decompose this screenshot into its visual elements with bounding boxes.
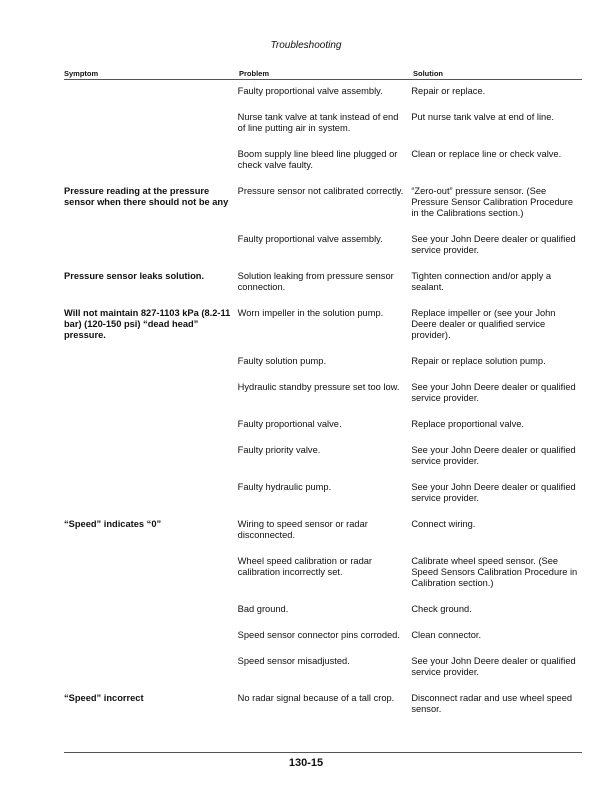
problem-cell: Faulty hydraulic pump.	[237, 482, 332, 492]
symptom-cell	[64, 604, 238, 615]
table-row	[64, 308, 584, 341]
page-header: Troubleshooting	[270, 40, 342, 51]
solution-cell: Repair or replace solution pump.	[411, 356, 546, 366]
symptom-cell: “Speed” indicates “0”	[64, 519, 162, 529]
problem-cell: Worn impeller in the solution pump.	[237, 308, 384, 318]
table-row	[64, 482, 584, 504]
column-header-symptom: Symptom	[64, 69, 99, 78]
symptom-cell	[64, 656, 238, 678]
symptom-cell	[64, 234, 238, 256]
footer-divider	[64, 752, 582, 753]
solution-cell: Put nurse tank valve at end of line.	[411, 112, 554, 122]
table-row	[64, 356, 584, 367]
symptom-cell	[64, 149, 238, 171]
symptom-cell	[64, 630, 238, 641]
problem-cell: Faulty solution pump.	[237, 356, 327, 366]
column-header-problem: Problem	[239, 69, 270, 78]
table-row	[64, 86, 584, 97]
table-row	[64, 419, 584, 430]
table-row	[64, 630, 584, 641]
column-header-solution: Solution	[413, 69, 443, 78]
troubleshooting-table	[64, 86, 584, 715]
symptom-cell	[64, 382, 238, 404]
problem-cell: Wheel speed calibration or radar calibration incorrectly set.	[237, 556, 373, 577]
solution-cell: Clean or replace line or check valve.	[411, 149, 562, 159]
header-divider	[64, 79, 582, 80]
problem-cell: Solution leaking from pressure sensor connection.	[237, 271, 394, 292]
problem-cell: Wiring to speed sensor or radar disconnected.	[237, 519, 368, 540]
table-row	[64, 112, 584, 134]
table-row	[64, 382, 584, 404]
problem-cell: Faulty proportional valve assembly.	[237, 86, 383, 96]
symptom-cell: Will not maintain 827-1103 kPa (8.2-11 bar) (120-150 psi) “dead head” pressure.	[64, 308, 231, 340]
solution-cell: Connect wiring.	[411, 519, 476, 529]
table-row	[64, 149, 584, 171]
solution-cell: See your John Deere dealer or qualified service provider.	[411, 382, 576, 403]
problem-cell: Faulty priority valve.	[237, 445, 321, 455]
solution-cell: See your John Deere dealer or qualified service provider.	[411, 656, 576, 677]
solution-cell: See your John Deere dealer or qualified service provider.	[411, 482, 576, 503]
symptom-cell	[64, 556, 238, 589]
symptom-cell: “Speed” incorrect	[64, 693, 144, 703]
problem-cell: Boom supply line bleed line plugged or check valve faulty.	[237, 149, 398, 170]
table-row	[64, 445, 584, 467]
problem-cell: Speed sensor misadjusted.	[237, 656, 350, 666]
page-number: 130-15	[288, 757, 324, 769]
problem-cell: Hydraulic standby pressure set too low.	[237, 382, 400, 392]
symptom-cell	[64, 86, 238, 97]
solution-cell: See your John Deere dealer or qualified service provider.	[411, 445, 576, 466]
problem-cell: Nurse tank valve at tank instead of end of line putting air in system.	[237, 112, 399, 133]
solution-cell: Disconnect radar and use wheel speed sensor.	[411, 693, 573, 714]
problem-cell: Pressure sensor not calibrated correctly.	[237, 186, 404, 196]
table-row	[64, 271, 584, 293]
table-row	[64, 519, 584, 541]
symptom-cell	[64, 419, 238, 430]
solution-cell: Check ground.	[411, 604, 472, 614]
solution-cell: Clean connector.	[411, 630, 482, 640]
solution-cell: Tighten connection and/or apply a sealant.	[411, 271, 552, 292]
symptom-cell: Pressure reading at the pressure sensor when there should not be any	[64, 186, 229, 207]
symptom-cell	[64, 482, 238, 504]
solution-cell: Replace proportional valve.	[411, 419, 524, 429]
solution-cell: Repair or replace.	[411, 86, 486, 96]
table-row	[64, 656, 584, 678]
symptom-cell	[64, 112, 238, 134]
solution-cell: “Zero-out” pressure sensor. (See Pressure Sensor Calibration Procedure in the Calibrations section.)	[411, 186, 574, 218]
solution-cell: Replace impeller or (see your John Deere dealer or qualified service provider).	[411, 308, 556, 340]
solution-cell: Calibrate wheel speed sensor. (See Speed Sensors Calibration Procedure in Calibration section.)	[411, 556, 578, 588]
problem-cell: Faulty proportional valve.	[237, 419, 342, 429]
problem-cell: No radar signal because of a tall crop.	[237, 693, 395, 703]
symptom-cell: Pressure sensor leaks solution.	[64, 271, 205, 281]
table-row	[64, 234, 584, 256]
problem-cell: Speed sensor connector pins corroded.	[237, 630, 400, 640]
table-row	[64, 556, 584, 589]
symptom-cell	[64, 445, 238, 467]
table-row	[64, 693, 584, 715]
problem-cell: Bad ground.	[237, 604, 289, 614]
table-row	[64, 604, 584, 615]
problem-cell: Faulty proportional valve assembly.	[237, 234, 383, 244]
table-row	[64, 186, 584, 219]
solution-cell: See your John Deere dealer or qualified service provider.	[411, 234, 576, 255]
symptom-cell	[64, 356, 238, 367]
